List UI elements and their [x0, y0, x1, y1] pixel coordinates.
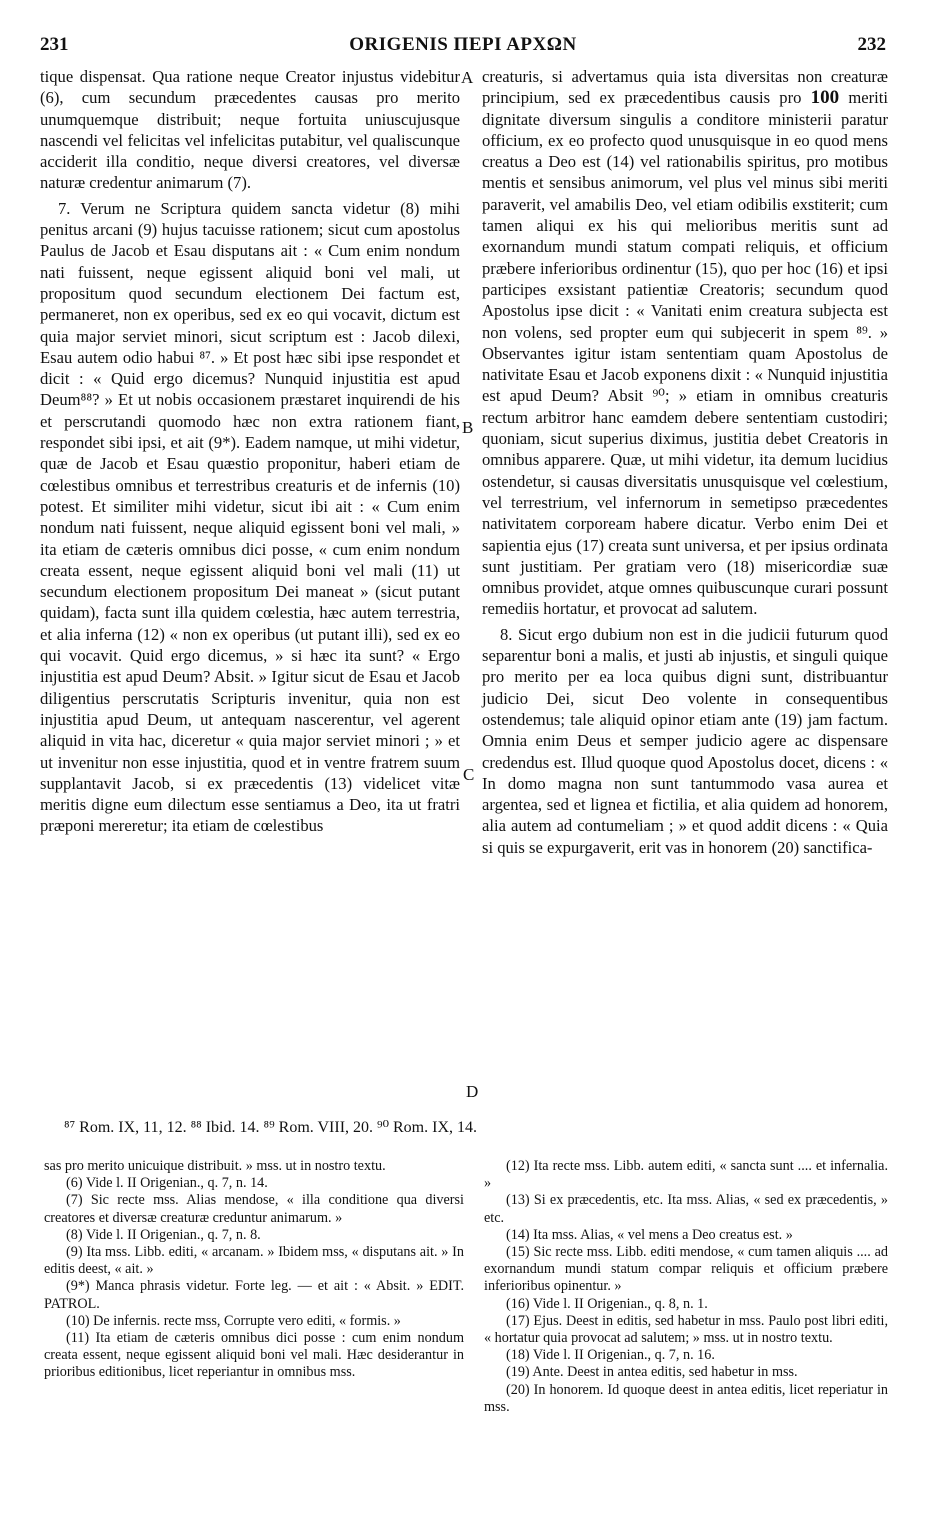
right-paragraph-8: 8. Sicut ergo dubium non est in die judicii futurum quod separentur boni a malis, et justi ab injustis, et singuli quique pro merito per ea loca quibus digni sunt, distribuantur judicio Dei, sicut Deo volente in consequentibus ostendemus; tale aliquid opinor etiam ante (19) jam factum. Omnia enim Deus et semper judicio agere ac dispensare credendus est. Illud quoque quod Apostolus docet, dicens : « In domo magna non sunt tantummodo vasa aurea et argentea, sed et lignea et fictilia, et alia quidem ad honorem, alia autem ad contumeliam ; » et quod addit dicens : « Quia si quis se expurgaverit, erit vas in honorem (20) sanctifica-	[482, 624, 888, 857]
footnote-18: (18) Vide l. II Origenian., q. 7, n. 16.	[506, 1347, 715, 1364]
right-paragraph-1-rest: meriti dignitate diversum singulis a conditore ministerii paratur officium, ex eo profecto quod unusquisque in eo quod mens creatus a Deo est (14) vel rationabilis spiritus, pro motibus mentis et sensibus animorum, vel plus vel minus sibi meriti paraverit, vel amabilis Deo, vel etiam odibilis exstiterit; cum tamen aliqui ex his qui melioribus meritis sunt ad exornandum mundi statum compati reliquis, et officium præbere inferioribus ordinentur (15), quo per hoc (16) et ipsi participes exsistant patientiæ Creatoris; secundum quod Apostolus ipse dicit : « Vanitati enim creatura subjecta est non volens, sed propter eum qui subjecerit in spem ⁸⁹. » Observantes igitur istam sententiam quam Apostolus de nativitate Esau et Jacob exponens dixit : « Nunquid injustitia est apud Deum? Absit ⁹⁰; » etiam in omnibus creaturis rectum arbitror hanc eamdem debere sententiam custodiri; quoniam, sicut superius diximus, justitia debet Creatoris in omnibus apparere. Quæ, ut mihi videtur, ita demum lucidius ostendetur, si causas diversitatis unusquisque vel cœlestium, vel terrestrium, vel infernorum in semetipso præcedentes nativitatem corpoream habere dicatur. Verbo enim Dei et sapientia ejus (17) creata sunt universa, et per ipsius ordinata sunt justitiam. Per gratiam vero (18) misericordiæ suæ omnibus providet, atque omnes quibuscunque curari possunt remediis hortatur, et provocat ad salutem.	[482, 88, 889, 619]
margin-letter-c: C	[463, 765, 475, 784]
margin-letter-a: A	[461, 68, 474, 87]
left-paragraph-7: 7. Verum ne Scriptura quidem sancta videtur (8) mihi penitus arcani (9) hujus tacuisse rationem; sicut cum apostolus Paulus de Jacob et Esau disputans ait : « Cum enim nondum nati fuissent, neque egissent aliquid boni vel mali, ut propositum quod secundum electionem Dei factum est, permaneret, non ex operibus, sed ex eo qui vocavit, dictum est quia major serviet minori, sicut scriptum est : Jacob dilexi, Esau autem odio habui ⁸⁷. » Et post hæc sibi ipse respondet et dicit : « Quid ergo dicemus? Nunquid injustitia est apud Deum⁸⁸? » Et ut nobis occasionem præstaret inquirendi de his et perscrutandi quomodo hæc non extra rationem fiant, respondet sibi ipsi, et ait (9*). Eadem namque, ut mihi videtur, quæ de Jacob et Esau quæstio proponitur, haberi etiam de cœlestibus omnibus et terrestribus creaturis et de infernis (10) potest. Et similiter mihi videtur, sicut ibi ait : « Cum enim nondum nati fuissent, neque aliquid egissent boni vel mali, » ita etiam de cæteris omnibus dici posse, « cum enim nondum creata essent, neque egissent aliquid boni vel mali (11) ut secundum electionem propositum Dei maneat » (sicut putant quidam), facta sunt illa quidem cœlestia, hæc autem terrestria, et alia inferna (12) « non ex operibus (ut putant illi), sed ex eo qui vocavit. Quid ergo dicemus, » si hæc ita sunt? « Ergo injustitia est apud Deum? Absit. » Igitur sicut de Esau et Jacob diligentius perscrutatis Scripturis invenitur, quia non est injustitia apud Deum, ut antequam nascerentur, vel agerent aliquid in vita hac, diceretur « quia major serviet minori ; » et ut invenitur non esse injustitia, quod et in ventre fratrem suum supplantavit Jacob, si ex præcedentis (13) videlicet vitæ meritis digne eum dilectum esse sentiamus a Deo, ita ut fratri præponi mereretur; ita etiam de cœlestibus	[40, 198, 460, 836]
footnote-9: (9) Ita mss. Libb. editi, « arcanam. » Ibidem mss, « disputans ait. » In editis deest, « ait. »	[44, 1244, 464, 1278]
left-column	[40, 66, 460, 837]
page-number-left: 231	[40, 34, 69, 55]
scripture-references: ⁸⁷ Rom. IX, 11, 12. ⁸⁸ Ibid. 14. ⁸⁹ Rom. VIII, 20. ⁹⁰ Rom. IX, 14.	[64, 1119, 478, 1136]
margin-letter-d: D	[466, 1082, 479, 1101]
footnote-10: (10) De infernis. recte mss, Corrupte vero editi, « formis. »	[66, 1312, 401, 1329]
right-paragraph-1-start: creaturis, si advertamus quia ista diversitas non creaturæ principium, sed ex præcedentibus causis pro	[482, 67, 888, 108]
right-column	[482, 66, 888, 858]
footnote-14: (14) Ita mss. Alias, « vel mens a Deo creatus est. »	[506, 1226, 793, 1243]
footnote-11: (11) Ita etiam de cæteris omnibus dici posse : cum enim nondum creata essent, neque egissent aliquid boni vel mali. Hæc desiderantur in prioribus editionibus, licet reperiantur in omnibus mss.	[44, 1330, 464, 1381]
page-number-right: 232	[857, 34, 886, 55]
footnote-8: (8) Vide l. II Origenian., q. 7, n. 8.	[66, 1226, 261, 1243]
footnote-12: (12) Ita recte mss. Libb. autem editi, « sancta sunt .... et infernalia. »	[484, 1158, 888, 1192]
footnote-6: (6) Vide l. II Origenian., q. 7, n. 14.	[66, 1175, 268, 1192]
column-number-100: 100	[810, 87, 840, 109]
footnote-left-cont: sas pro merito unicuique distribuit. » mss. ut in nostro textu.	[44, 1158, 386, 1174]
footnote-15: (15) Sic recte mss. Libb. editi mendose, « cum tamen aliquis .... ad exornandum mundi statum compar reliquis et officium præbere inferioribus opinentur. »	[484, 1244, 888, 1295]
right-paragraph-1	[482, 66, 888, 620]
margin-letter-b: B	[462, 418, 474, 437]
footnote-13: (13) Si ex præcedentis, etc. Ita mss. Alias, « sed ex præcedentis, » etc.	[484, 1192, 888, 1226]
footnote-7: (7) Sic recte mss. Alias mendose, « illa conditione qua diversi creatores et diversæ creaturæ creduntur animarum. »	[44, 1192, 464, 1226]
footnote-20: (20) In honorem. Id quoque deest in antea editis, licet reperiatur in mss.	[484, 1381, 888, 1415]
footnote-17: (17) Ejus. Deest in editis, sed habetur in mss. Paulo post libri editi, « hortatur quia provocat ad salutem; » mss. ut in nostro textu.	[484, 1312, 888, 1347]
footnotes-right	[484, 1158, 888, 1416]
left-paragraph-1: tique dispensat. Qua ratione neque Creator injustus videbitur (6), cum secundum præcedentes causas pro merito unumquemque distribuit; neque fortuita uniuscujusque nascendi vel felicitas vel infelicitas putabitur, vel qualiscunque acciderit illa conditio, neque diversi creatores, vel diversæ naturæ credentur animarum (7).	[40, 67, 460, 193]
running-title: ORIGENIS ΠΕΡΙ ΑΡΧΩΝ	[349, 34, 577, 55]
footnote-16: (16) Vide l. II Origenian., q. 8, n. 1.	[506, 1295, 708, 1312]
page-header	[40, 34, 886, 60]
footnote-9-star: (9*) Manca phrasis videtur. Forte leg. — et ait : « Absit. » EDIT. PATROL.	[44, 1278, 464, 1312]
footnote-19: (19) Ante. Deest in antea editis, sed habetur in mss.	[506, 1364, 798, 1381]
footnotes-left	[44, 1158, 464, 1382]
